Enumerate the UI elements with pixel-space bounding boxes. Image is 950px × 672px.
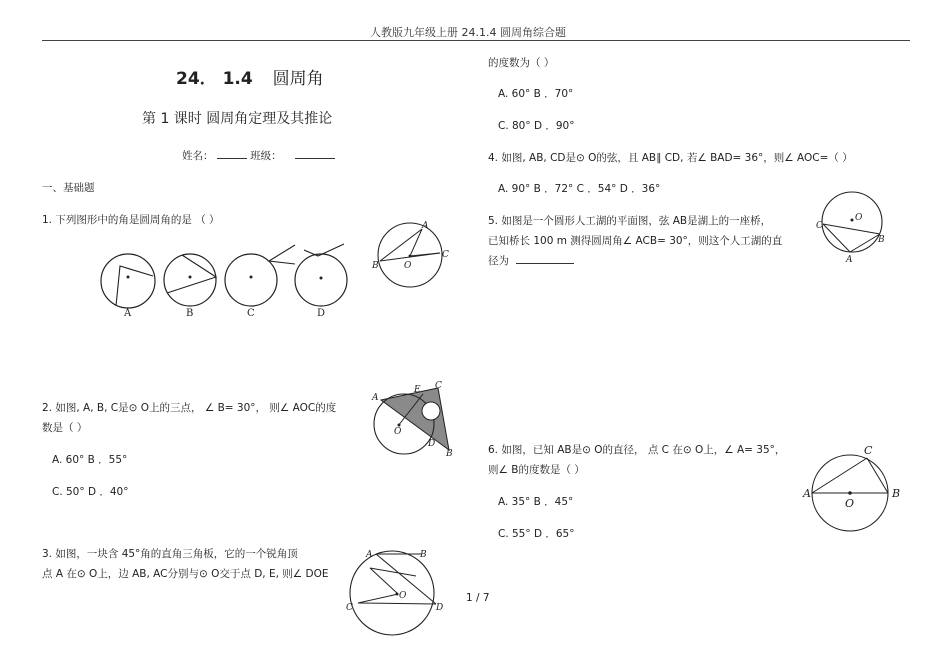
q6-label-o: O [845, 497, 855, 510]
q3-label-a: A [366, 550, 373, 560]
q2-options-cd: C. 50° D ．40° [52, 486, 129, 498]
doc-title [176, 64, 324, 89]
q5-label-a: A [846, 255, 853, 265]
header-rule [42, 40, 910, 41]
q1-side-figure [370, 220, 460, 286]
q1-fig-c [225, 245, 295, 319]
q2-label-c: C [435, 381, 442, 391]
q2-label-e: E [414, 385, 421, 395]
question-6-line2: 则∠ B的度数是（ ） [488, 464, 585, 476]
q3-options-ab: A. 60° B ．70° [498, 88, 574, 100]
doc-title-number: 24． 1.4 [176, 69, 253, 89]
page-number: 1 / 7 [466, 592, 490, 604]
q1-label-a: A [422, 221, 429, 231]
q2-label-a: A [372, 393, 379, 403]
section-heading: 一、基础题 [42, 182, 95, 194]
q3-label-o: O [399, 591, 407, 601]
q6-label-c: C [864, 444, 873, 457]
question-6-line1: 6. 如图，已知 AB是⊙ O的直径， 点 C 在⊙ O上，∠ A= 35°， [488, 444, 786, 456]
doc-title-text: 圆周角 [272, 69, 324, 89]
q2-figure [368, 382, 458, 460]
question-5-line1: 5. 如图是一个圆形人工湖的平面图，弦 AB是湖上的一座桥， [488, 215, 772, 227]
page-header: 人教版九年级上册 24.1.4 圆周角综合题 [370, 26, 566, 39]
q6-label-b: B [892, 487, 901, 500]
q2-options-ab: A. 60° B ．55° [52, 454, 128, 466]
q1-caption-d: D [317, 308, 326, 319]
q2-label-d: D [428, 439, 436, 449]
q1-label-o: O [404, 261, 412, 271]
q3-label-c: C [346, 603, 353, 613]
question-3-line2: 点 A 在⊙ O上，边 AB, AC分别与⊙ O交于点 D, E, 则∠ DOE [42, 568, 329, 580]
q3-options-cd: C. 80° D ．90° [498, 120, 575, 132]
q1-label-c: C [442, 250, 449, 260]
name-class-line [182, 148, 335, 164]
q5-answer-prefix: 径为 [488, 255, 509, 267]
q6-figure [800, 440, 908, 536]
name-blank[interactable] [217, 158, 247, 159]
q4-options: A. 90° B ．72° C ．54° D ．36° [498, 183, 661, 195]
q1-figures [98, 244, 360, 324]
q1-caption-a: A [124, 308, 132, 319]
q1-fig-a [101, 254, 155, 319]
q1-caption-b: B [186, 308, 194, 319]
q3-label-b: B [420, 550, 427, 560]
q6-options-ab: A. 35° B ．45° [498, 496, 574, 508]
q1-fig-d [295, 244, 347, 319]
q5-label-b: B [878, 235, 885, 245]
q5-figure [814, 190, 894, 266]
question-5-line3 [488, 253, 574, 269]
question-1: 1. 下列图形中的角是圆周角的是 （ ） [42, 214, 220, 226]
class-blank[interactable] [295, 158, 335, 159]
question-4: 4. 如图, AB, CD是⊙ O的弦，且 AB∥ CD, 若∠ BAD= 36°，则∠ AOC=（ ） [488, 152, 853, 164]
question-2-line2: 数是（ ） [42, 422, 88, 434]
question-3-line1: 3. 如图，一块含 45°角的直角三角板，它的一个锐角顶 [42, 548, 298, 560]
class-label: 班级： [250, 150, 282, 162]
q1-fig-b [164, 254, 216, 319]
q6-label-a: A [803, 487, 811, 500]
question-3-line3: 的度数为（ ） [488, 57, 555, 69]
q5-answer-blank[interactable] [516, 263, 574, 264]
q3-label-d: D [436, 603, 444, 613]
question-2-line1: 2. 如图, A, B, C是⊙ O上的三点， ∠ B= 30°， 则∠ AOC的度 [42, 402, 337, 414]
q2-label-o: O [394, 427, 402, 437]
name-label: 姓名： [182, 150, 214, 162]
question-5-line2: 已知桥长 100 m 测得圆周角∠ ACB= 30°，则这个人工湖的直 [488, 235, 783, 247]
q1-label-b: B [372, 261, 379, 271]
q5-label-c: C [816, 221, 823, 231]
doc-subtitle: 第 1 课时 圆周角定理及其推论 [142, 111, 333, 127]
q3-figure [344, 546, 450, 636]
q1-caption-c: C [247, 308, 255, 319]
q5-label-o: O [855, 213, 863, 223]
q6-options-cd: C. 55° D ．65° [498, 528, 575, 540]
q2-label-b: B [446, 449, 453, 459]
